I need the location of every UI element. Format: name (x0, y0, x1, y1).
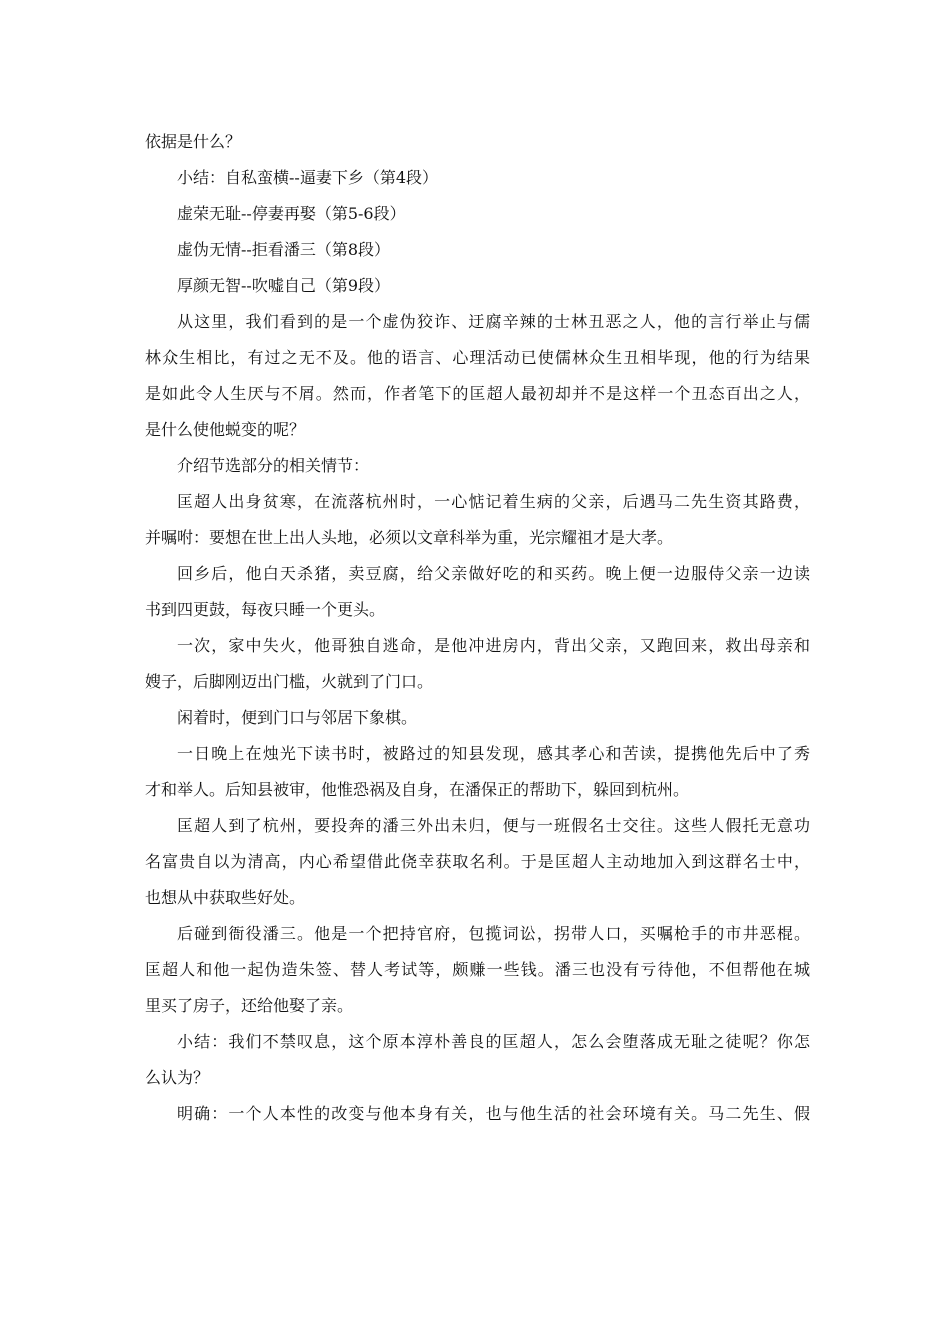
section-intro-line: 介绍节选部分的相关情节： (177, 456, 370, 475)
paragraph-line: 匡超人出身贫寒，在流落杭州时，一心惦记着生病的父亲，后遇马二先生资其路费， (177, 492, 810, 511)
paragraph-line: 么认为？ (145, 1068, 210, 1087)
paragraph-line: 匡超人到了杭州，要投奔的潘三外出未归，便与一班假名士交往。这些人假托无意功 (177, 816, 810, 835)
paragraph-line: 后碰到衙役潘三。他是一个把持官府，包揽词讼，拐带人口，买嘱枪手的市井恶棍。 (177, 924, 810, 943)
summary-item: 厚颜无智--吹嘘自己（第9段） (177, 276, 390, 295)
paragraph-line: 是如此令人生厌与不屑。然而，作者笔下的匡超人最初却并不是这样一个丑态百出之人， (145, 384, 810, 403)
paragraph-line: 里买了房子，还给他娶了亲。 (145, 996, 354, 1015)
paragraph-line: 一日晚上在烛光下读书时，被路过的知县发现，感其孝心和苦读，提携他先后中了秀 (177, 744, 810, 763)
paragraph-line: 从这里，我们看到的是一个虚伪狡诈、迂腐辛辣的士林丑恶之人，他的言行举止与儒 (177, 312, 810, 331)
summary-item: 虚伪无情--拒看潘三（第8段） (177, 240, 390, 259)
text-line: 依据是什么？ (145, 132, 242, 151)
paragraph-line: 明确：一个人本性的改变与他本身有关，也与他生活的社会环境有关。马二先生、假 (177, 1104, 810, 1123)
paragraph-line: 是什么使他蜕变的呢？ (145, 420, 306, 439)
paragraph-line: 一次，家中失火，他哥独自逃命，是他冲进房内，背出父亲，又跑回来，救出母亲和 (177, 636, 810, 655)
paragraph-line: 也想从中获取些好处。 (145, 888, 306, 907)
summary-heading-line: 小结：自私蛮横--逼妻下乡（第4段） (177, 168, 438, 187)
paragraph-line: 并嘱咐：要想在世上出人头地，必须以文章科举为重，光宗耀祖才是大孝。 (145, 528, 674, 547)
paragraph-line: 名富贵自以为清高，内心希望借此侥幸获取名利。于是匡超人主动地加入到这群名士中， (145, 852, 810, 871)
paragraph-line: 闲着时，便到门口与邻居下象棋。 (177, 708, 418, 727)
paragraph-line: 林众生相比，有过之无不及。他的语言、心理活动已使儒林众生丑相毕现，他的行为结果 (145, 348, 810, 367)
paragraph-line: 小结：我们不禁叹息，这个原本淳朴善良的匡超人，怎么会堕落成无耻之徒呢？你怎 (177, 1032, 810, 1051)
paragraph-line: 嫂子，后脚刚迈出门槛，火就到了门口。 (145, 672, 434, 691)
paragraph-line: 才和举人。后知县被审，他惟恐祸及自身，在潘保正的帮助下，躲回到杭州。 (145, 780, 690, 799)
document-body (145, 124, 810, 1132)
summary-item: 虚荣无耻--停妻再娶（第5-6段） (177, 204, 406, 223)
paragraph-line: 书到四更鼓，每夜只睡一个更头。 (145, 600, 386, 619)
paragraph-line: 回乡后，他白天杀猪，卖豆腐，给父亲做好吃的和买药。晚上便一边服侍父亲一边读 (177, 564, 810, 583)
paragraph-line: 匡超人和他一起伪造朱签、替人考试等，颇赚一些钱。潘三也没有亏待他，不但帮他在城 (145, 960, 810, 979)
